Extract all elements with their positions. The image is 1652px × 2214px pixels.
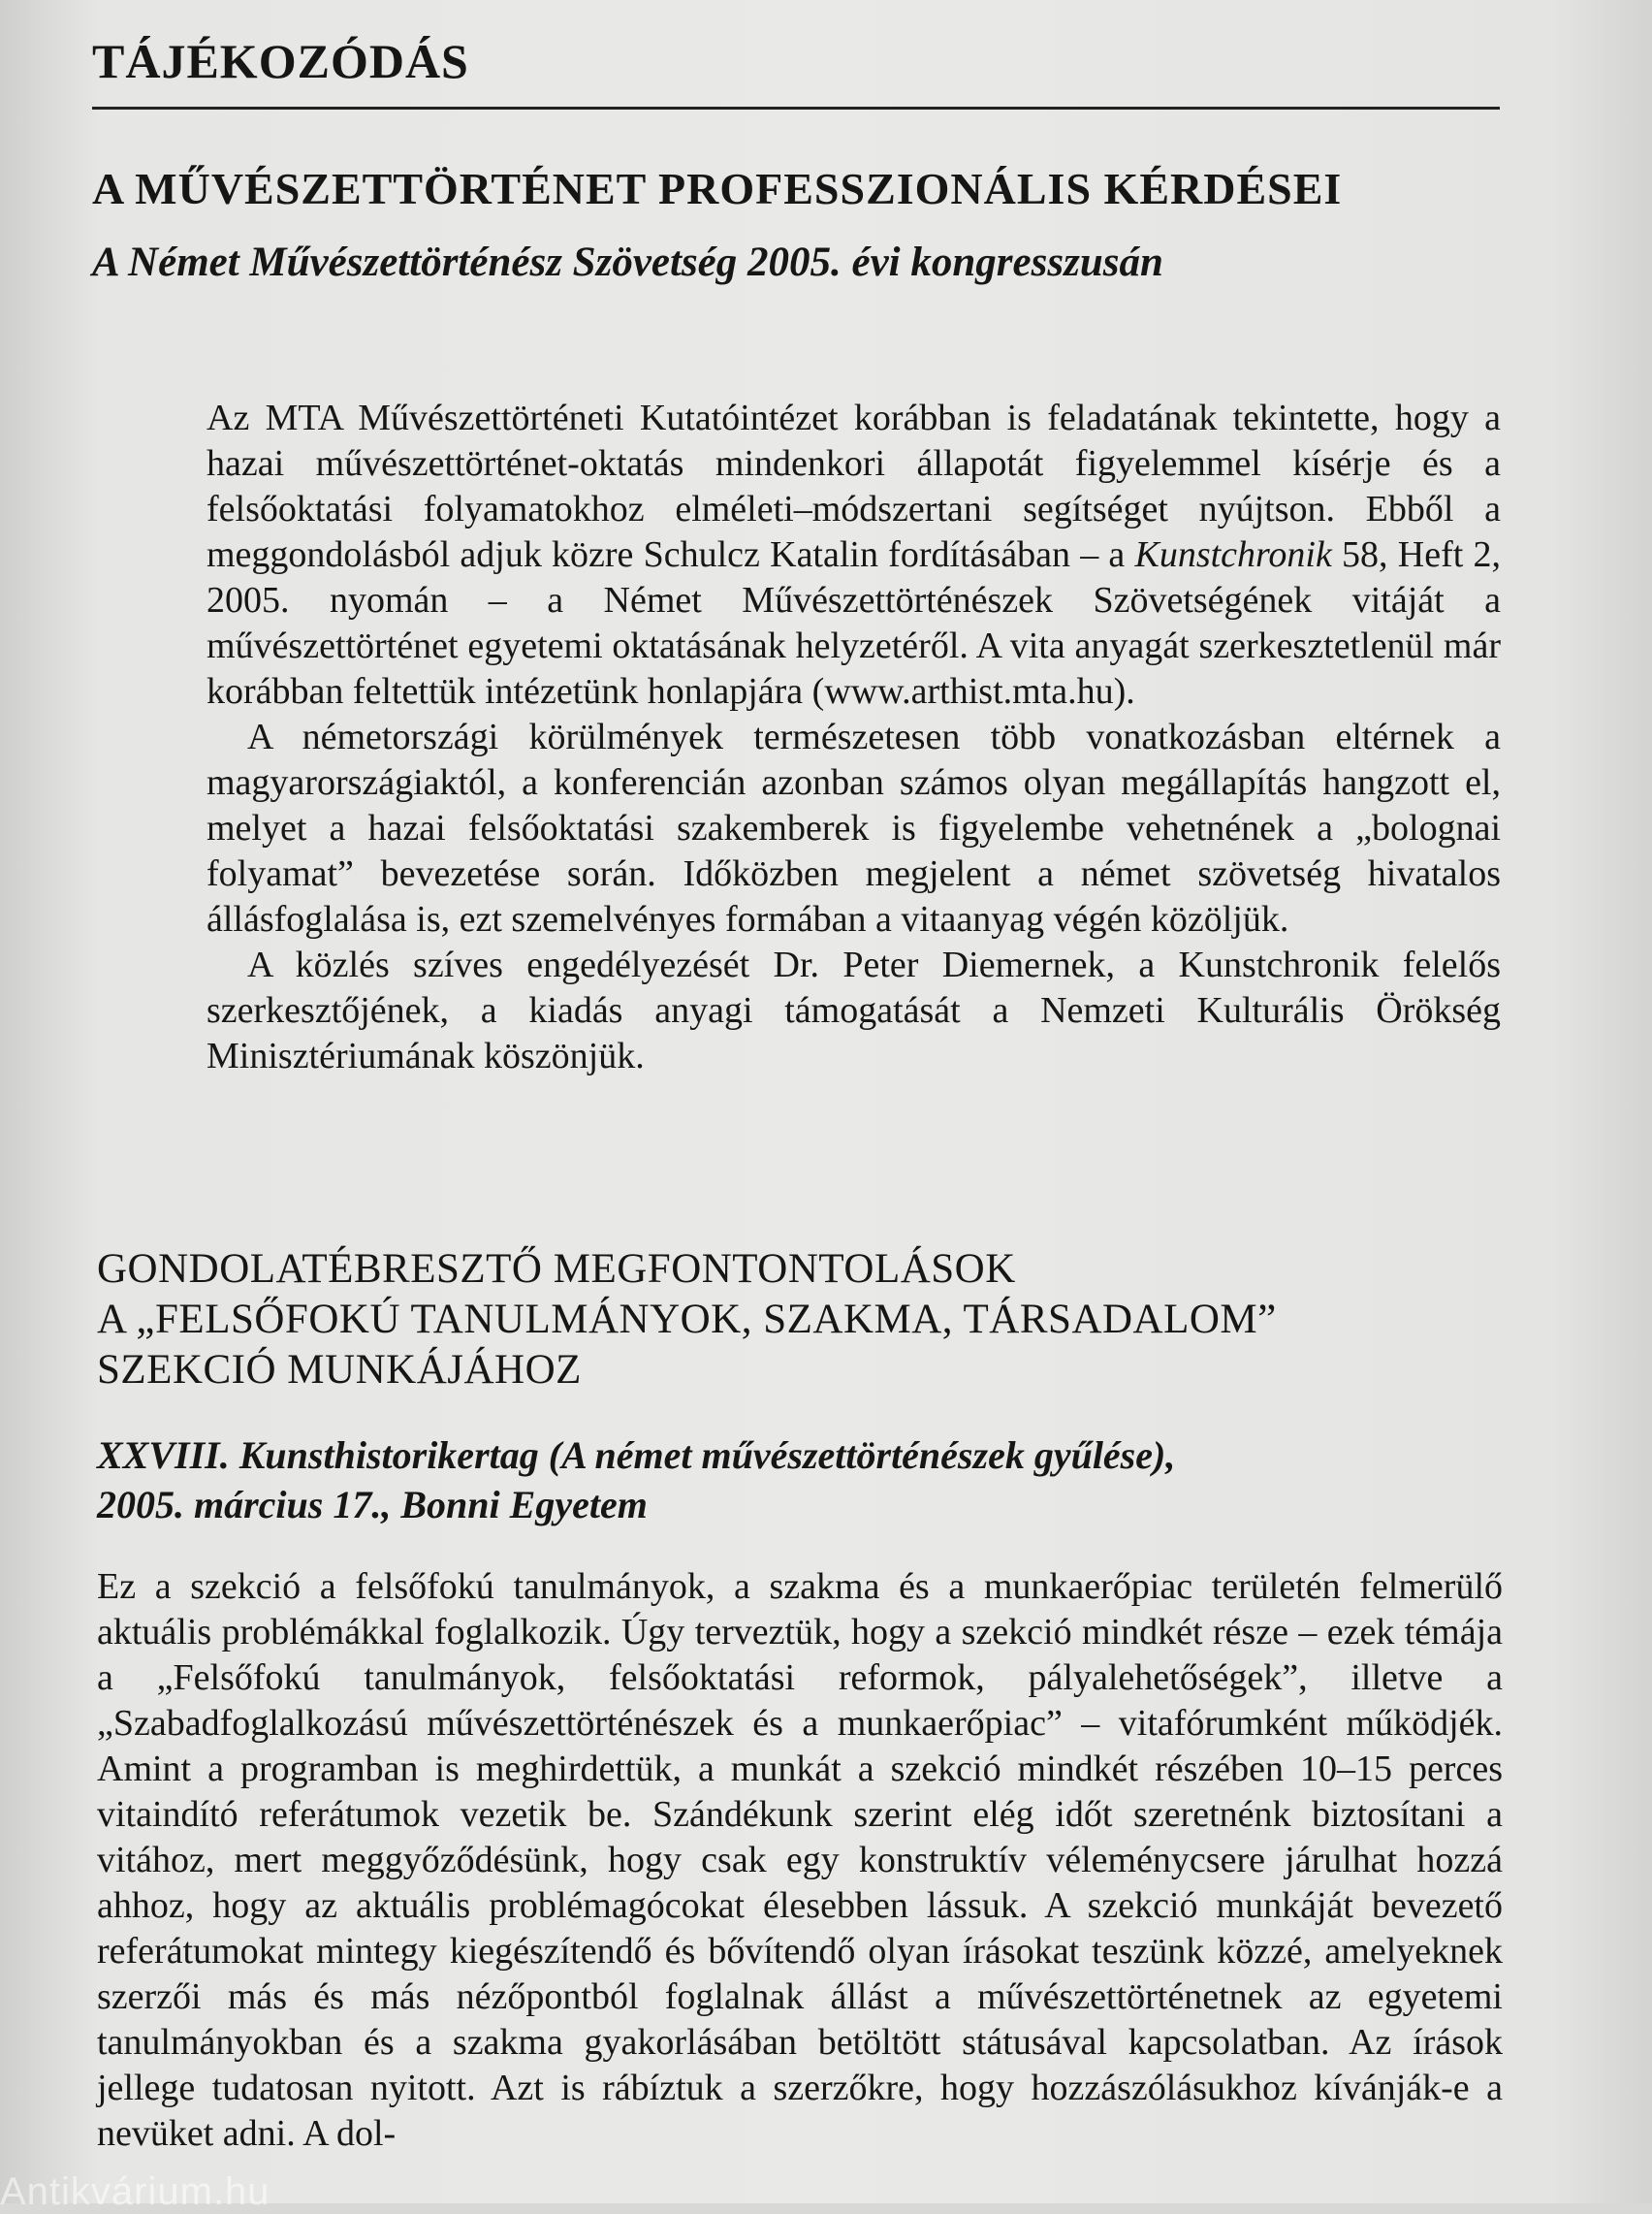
intro-paragraph-1: Az MTA Művészettörténeti Kutatóintézet korábban is feladatának tekintette, hogy a hazai művészettörténet-oktatás mindenkori állapotát figyelemmel kísérje és a felsőoktatási folyamatokhoz elméleti–módszertani segítséget nyújtson. Ebből a meggondolásból adjuk közre Schulcz Katalin fordításában – a Kunstchronik 58, Heft 2, 2005. nyomán – a Német Művészettörténészek Szövetségének vitáját a művészettörténet egyetemi oktatásának helyzetéről. A vita anyagát szerkesztetlenül már korábban feltettük intézetünk honlapjára (www.arthist.mta.hu). (206, 398, 1501, 712)
intro-text (206, 396, 1501, 1079)
article-title: A MŰVÉSZETTÖRTÉNET PROFESSZIONÁLIS KÉRDÉSEI (92, 164, 1343, 213)
section-label: TÁJÉKOZÓDÁS (92, 34, 469, 88)
section2-title: GONDOLATÉBRESZTŐ MEGFONTONTOLÁSOK A „FELSŐFOKÚ TANULMÁNYOK, SZAKMA, TÁRSADALOM” SZEKCIÓ MUNKÁJÁHOZ (97, 1246, 1277, 1393)
watermark: Antikvárium.hu (0, 2170, 270, 2213)
intro-paragraph-3: A közlés szíves engedélyezését Dr. Peter Diemernek, a Kunstchronik felelős szerkesztőjének, a kiadás anyagi támogatását a Nemzeti Kulturális Örökség Minisztériumának köszönjük. (206, 945, 1501, 1076)
section2-subtitle: XXVIII. Kunsthistorikertag (A német művészettörténészek gyűlése), 2005. március 17., Bonni Egyetem (97, 1433, 1176, 1526)
section2-body: Ez a szekció a felsőfokú tanulmányok, a szakma és a munkaerőpiac területén felmerülő aktuális problémákkal foglalkozik. Úgy terveztük, hogy a szekció mindkét része – ezek témája a „Felsőfokú tanulmányok, felsőoktatási reformok, pályalehetőségek”, illetve a „Szabadfoglalkozású művészettörténészek és a munkaerőpiac” – vitafórumként működjék. Amint a programban is meghirdettük, a munkát a szekció mindkét részében 10–15 perces vitaindító referátumok vezetik be. Szándékunk szerint elég időt szeretnénk biztosítani a vitához, mert meggyőződésünk, hogy csak egy konstruktív véleménycsere járulhat hozzá ahhoz, hogy az aktuális problémagócokat élesebben lássuk. A szekció munkáját bevezető referátumokat mintegy kiegészítendő és bővítendő olyan írásokat teszünk közzé, amelyeknek szerzői más és más nézőpontból foglalnak állást a művészettörténetnek az egyetemi tanulmányokban és a szakma gyakorlásában betöltött státusával kapcsolatban. Az írások jellege tudatosan nyitott. Azt is rábíztuk a szerzőkre, hogy hozzászólásukhoz kívánják-e a nevüket adni. A dol- (97, 1566, 1503, 2154)
article-subtitle: A Német Művészettörténész Szövetség 2005. évi kongresszusán (92, 240, 1163, 285)
journal-title: Kunstchronik (1134, 534, 1332, 575)
intro-paragraph-2: A németországi körülmények természetesen több vonatkozásban eltérnek a magyarországiaktól, a konferencián azonban számos olyan megállapítás hangzott el, melyet a hazai felsőoktatási szakemberek is figyelembe vehetnének a „bolognai folyamat” bevezetése során. Időközben megjelent a német szövetség hivatalos állásfoglalása is, ezt szemelvényes formában a vitaanyag végén közöljük. (206, 717, 1501, 940)
header-rule (92, 107, 1500, 110)
